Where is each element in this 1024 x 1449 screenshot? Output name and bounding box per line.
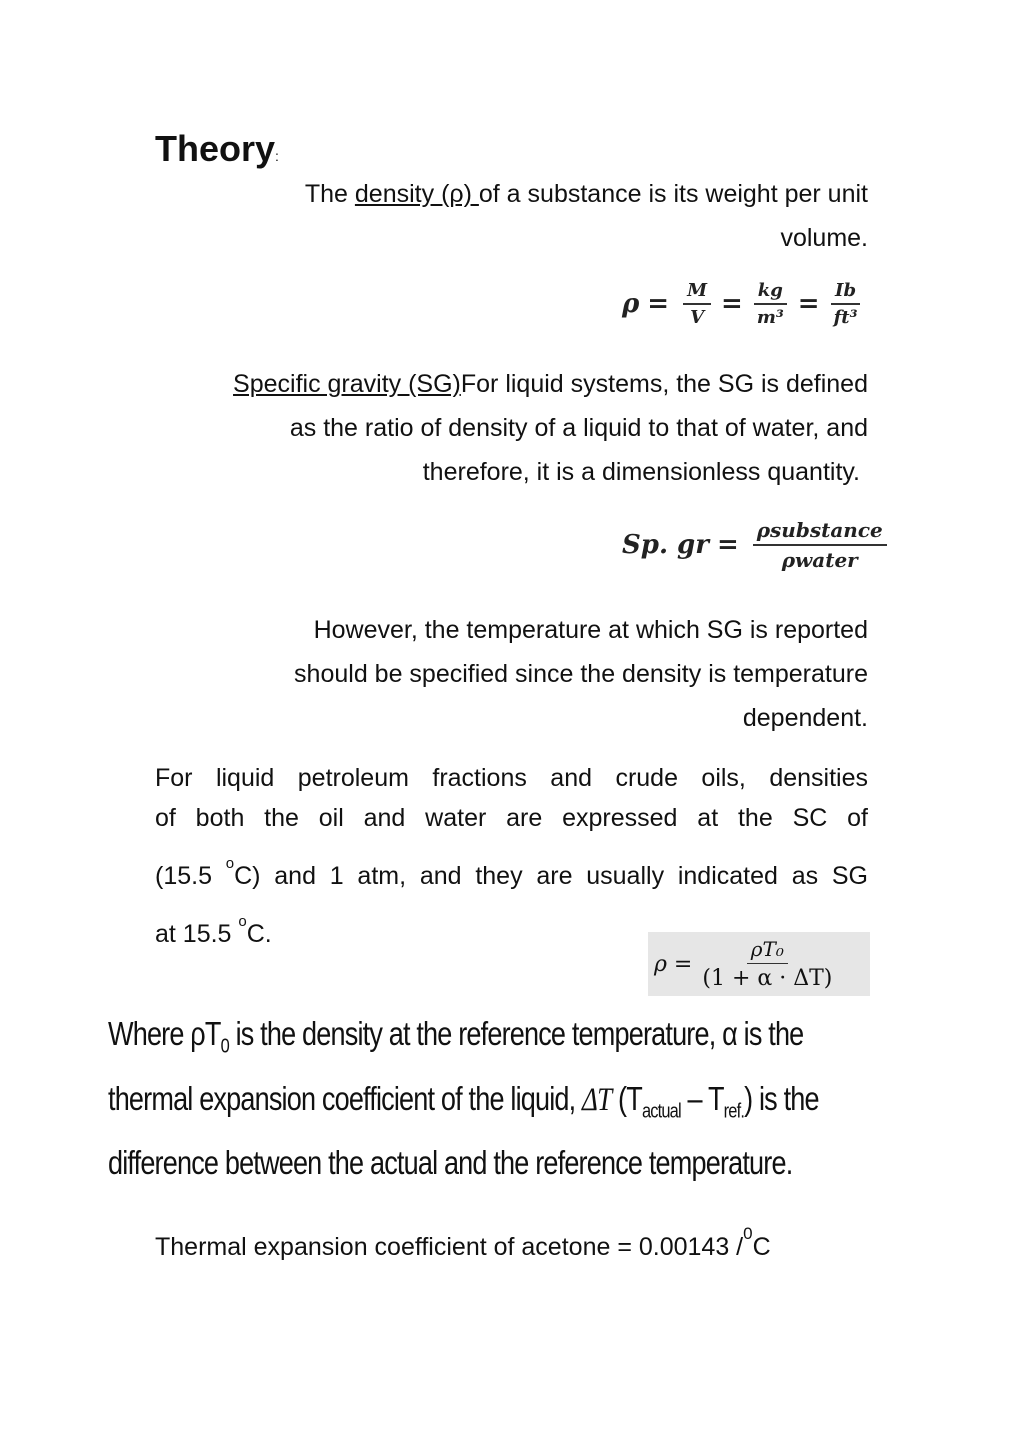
acetone-coefficient: Thermal expansion coefficient of acetone = 0.00143 /$^0$C (155, 1224, 771, 1261)
density-formula: ρ = $\frac{M}{V}$ = $\frac{kg}{\text{m³}}$ = $\frac{Ib}{\text{ft³}}$ (622, 280, 868, 328)
petroleum-paragraph: For liquid petroleum fractions and crude oils, densities of both the oil and water are expressed at the SC of (15.5 $^o$C) and 1 atm, and they are usually indicated as SG at 15.5 $^o$C. (155, 764, 868, 948)
specific-gravity-definition: Specific gravity (SG)For liquid systems, the SG is defined as the ratio of density of a liquid to that of water, and therefore, it is a dimensionless quantity. (233, 370, 868, 486)
specific-gravity-formula: Sp. gr = $\frac{\text{ρsubstance}}{\text{ρwater}}$ (622, 518, 893, 572)
temperature-note: However, the temperature at which SG is reported should be specified since the density is temperature dependent. (294, 616, 868, 732)
where-explanation: Where $\rho T_0$ is the density at the reference temperature, α is the thermal expansion coefficient of the liquid, ΔT $(T_{actual} - T_{ref.})$ is the difference between the actual and the reference temperature. (108, 1015, 819, 1182)
density-term: density (ρ) (354, 180, 479, 208)
specific-gravity-term: Specific gravity (SG) (233, 370, 461, 398)
density-definition: The density (ρ) of a substance is its weight per unit volume. (304, 180, 868, 252)
temperature-density-formula: ρ = $\frac{\text{ρT₀}}{(1 + \alpha \cdot \Delta T)}$ (648, 932, 870, 996)
page-title: Theory: (155, 128, 279, 169)
